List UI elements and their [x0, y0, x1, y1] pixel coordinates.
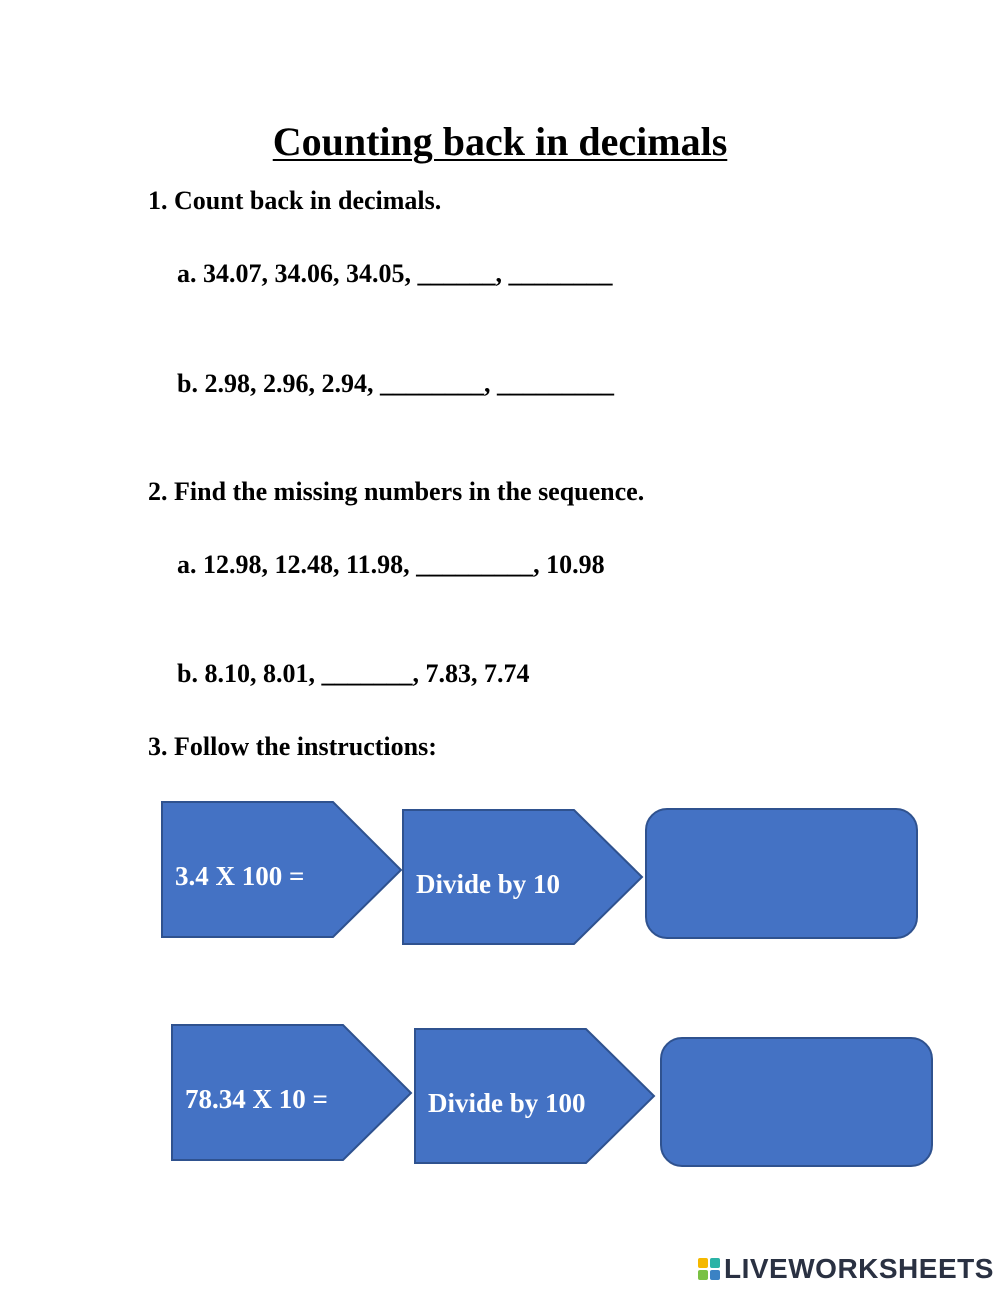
page-title: Counting back in decimals	[272, 119, 728, 164]
row1-answer-box[interactable]	[645, 808, 918, 939]
row2-step1-label: 78.34 X 10 =	[185, 1084, 328, 1114]
liveworksheets-logo	[698, 1254, 994, 1284]
question-2b: b. 8.10, 8.01, _______, 7.83, 7.74	[177, 659, 530, 688]
logo-text: LIVEWORKSHEETS	[724, 1253, 994, 1284]
question-1a: a. 34.07, 34.06, 34.05, ______, ________	[177, 259, 613, 288]
question-2-heading: 2. Find the missing numbers in the sequence.	[148, 477, 645, 506]
question-2a: a. 12.98, 12.48, 11.98, _________, 10.98	[177, 550, 605, 579]
row1-step2-label: Divide by 10	[416, 869, 561, 899]
question-1b: b. 2.98, 2.96, 2.94, ________, _________	[177, 369, 614, 398]
row1-step1-label: 3.4 X 100 =	[175, 861, 305, 891]
row1-step1-arrow	[161, 801, 403, 939]
logo-mark-icon	[698, 1258, 720, 1280]
row2-answer-box[interactable]	[660, 1037, 933, 1167]
row2-step1-arrow	[171, 1024, 413, 1162]
question-3-heading: 3. Follow the instructions:	[148, 732, 437, 761]
question-1-heading: 1. Count back in decimals.	[148, 186, 442, 215]
row2-step2-arrow	[414, 1028, 656, 1165]
row2-step2-label: Divide by 100	[428, 1088, 586, 1118]
row1-step2-arrow	[402, 809, 644, 946]
